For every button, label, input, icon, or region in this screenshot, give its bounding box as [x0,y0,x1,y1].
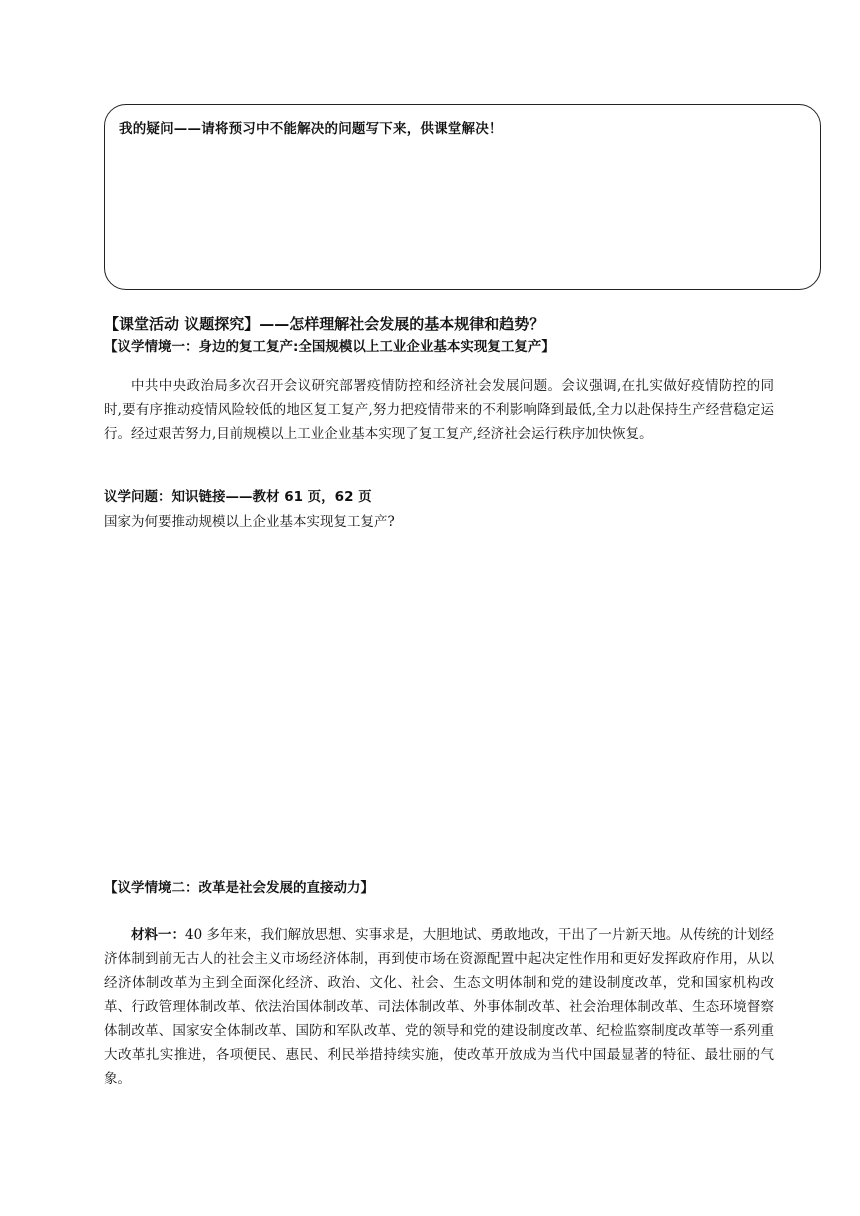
material-body: 40 多年来，我们解放思想、实事求是，大胆地试、勇敢地改，干出了一片新天地。从传统的计划经济体制到前无古人的社会主义市场经济体制，再到使市场在资源配置中起决定性作用和更好发挥政府作用，从以经济体制改革为主到全面深化经济、政治、文化、社会、生态文明体制和党的建设制度改革，党和国家机构改革、行政管理体制改革、依法治国体制改革、司法体制改革、外事体制改革、社会治理体制改革、生态环境督察体制改革、国家安全体制改革、国防和军队改革、党的领导和党的建设制度改革、纪检监察制度改革等一系列重大改革扎实推进，各项便民、惠民、利民举措持续实施，使改革开放成为当代中国最显著的特征、最壮丽的气象。 [104,927,775,1087]
question-box-prompt: 我的疑问——请将预习中不能解决的问题写下来，供课堂解决！ [119,121,503,137]
scenario1-title: 【议学情境一：身边的复工复产:全国规模以上工业企业基本实现复工复产】 [104,339,555,355]
scenario1-question-label: 议学问题：知识链接——教材 61 页，62 页 [104,489,372,505]
scenario2-material [104,923,774,1091]
question-box[interactable] [104,104,821,290]
scenario1-question: 国家为何要推动规模以上企业基本实现复工复产? [104,514,395,530]
scenario2-title: 【议学情境二：改革是社会发展的直接动力】 [104,880,374,896]
material-label: 材料一： [131,927,186,943]
scenario1-body: 中共中央政治局多次召开会议研究部署疫情防控和经济社会发展问题。会议强调,在扎实做好疫情防控的同时,要有序推动疫情风险较低的地区复工复产,努力把疫情带来的不利影响降到最低,全力以赴保持生产经营稳定运行。经过艰苦努力,目前规模以上工业企业基本实现了复工复产,经济社会运行秩序加快恢复。 [104,378,774,442]
activity-heading: 【课堂活动 议题探究】——怎样理解社会发展的基本规律和趋势？ [104,315,545,333]
